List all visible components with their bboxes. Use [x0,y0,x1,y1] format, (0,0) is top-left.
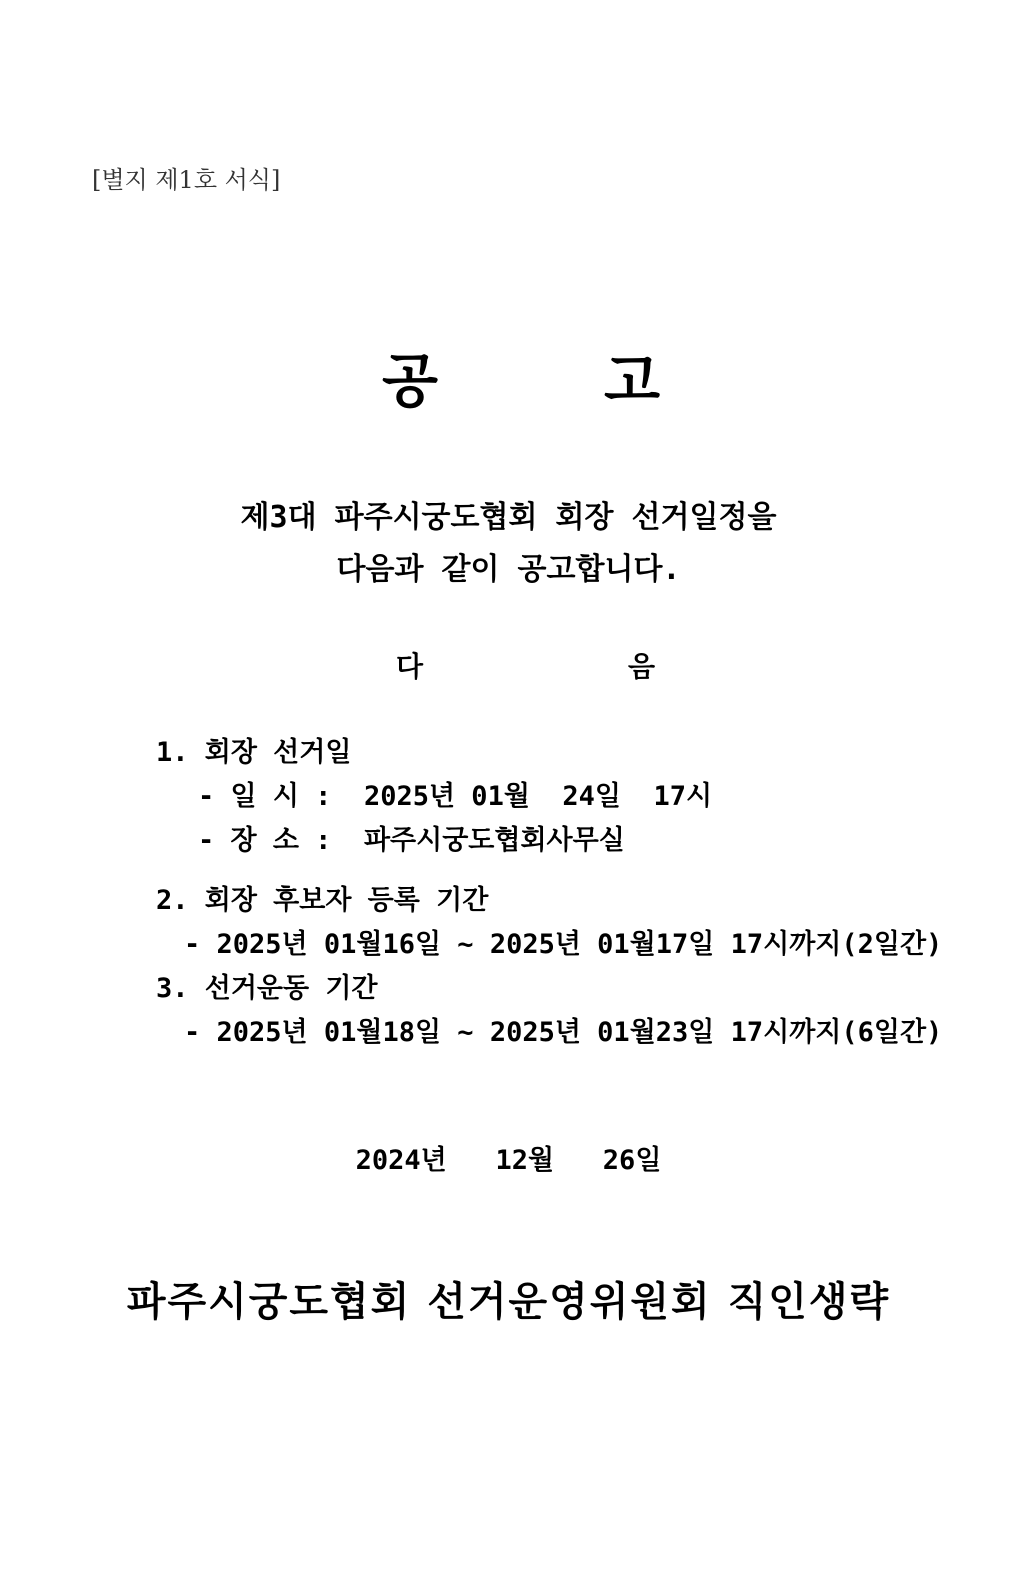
form-number-label: [별지 제1호 서식] [92,166,281,194]
notice-title-char-1: 공 [382,347,439,415]
item-3-title: 3. 선거운동 기간 [156,973,378,1004]
intro-line-1: 제3대 파주시궁도협회 회장 선거일정을 [240,500,777,535]
heading-char-2: 음 [628,650,656,683]
issuer-signature: 파주시궁도협회 선거운영위원회 직인생략 [126,1279,891,1325]
heading-char-1: 다 [396,650,424,683]
item-1-location: - 장 소 : 파주시궁도협회사무실 [198,825,625,856]
item-2-title: 2. 회장 후보자 등록 기간 [156,885,489,916]
notice-date: 2024년 12월 26일 [355,1145,662,1176]
item-3-period: - 2025년 01월18일 ~ 2025년 01월23일 17시까지(6일간) [184,1017,943,1048]
notice-title-char-2: 고 [604,347,661,415]
item-1-datetime: - 일 시 : 2025년 01월 24일 17시 [198,781,713,812]
intro-line-2: 다음과 같이 공고합니다. [336,552,681,587]
item-1-title: 1. 회장 선거일 [156,737,352,768]
item-2-period: - 2025년 01월16일 ~ 2025년 01월17일 17시까지(2일간) [184,929,943,960]
